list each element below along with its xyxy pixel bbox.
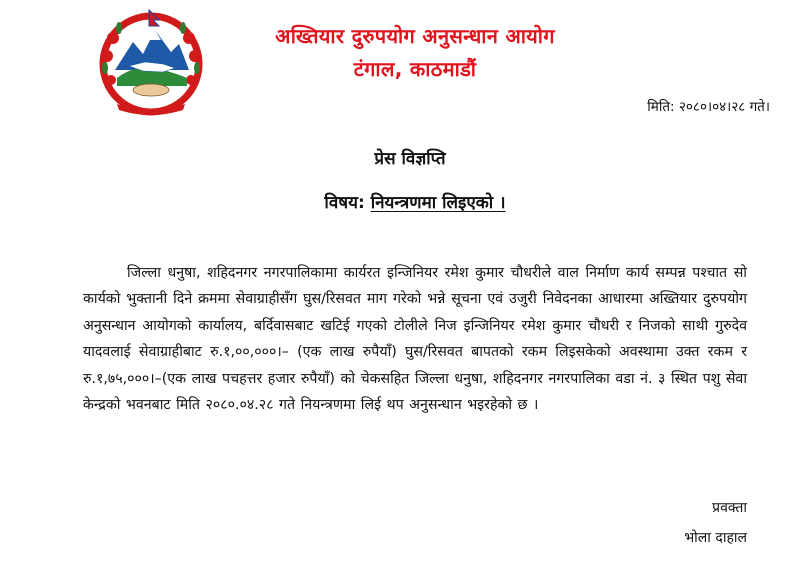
signatory-name: भोला दाहाल — [684, 530, 747, 546]
organization-name: अख्तियार दुरुपयोग अनुसन्धान आयोग — [275, 24, 555, 48]
notice-body: जिल्ला धनुषा, शहिदनगर नगरपालिकामा कार्यरत इन्जिनियर रमेश कुमार चौधरीले वाल निर्माण कार्य सम्पन्न पश्चात सो कार्यको भुक्तानी दिने क्रममा सेवाग्राहीसँग घुस/रिसवत माग गरेको भन्ने सूचना एवं उजुरी निवेदनका आधारमा अख्तियार दुरुपयोग अनुसन्धान आयोगको कार्यालय, बर्दिवासबाट खटिई गएको टोलीले निज इन्जिनियर रमेश कुमार चौधरी र निजको साथी गुरुदेव यादवलाई सेवाग्राहीबाट रु.१,००,०००।– (एक लाख रुपैयाँ) घुस/रिसवत बापतको रकम लिइसकेको अवस्थामा उक्त रकम र रु.१,७५,०००।–(एक लाख पचहत्तर हजार रुपैयाँ) को चेकसहित जिल्ला धनुषा, शहिदनगर नगरपालिका वडा नं. ३ स्थित पशु सेवा केन्द्रको भवनबाट मिति २०८०.०४.२८ गते नियन्त्रणमा लिई थप अनुसन्धान भइरहेको छ । — [83, 265, 747, 414]
issue-date: मिति: २०८०।०४।२८ गते। — [647, 99, 770, 115]
subject-text: नियन्त्रणमा लिइएको । — [370, 193, 506, 213]
subject-line — [22, 190, 786, 213]
signatory-role: प्रवक्ता — [712, 500, 747, 516]
document-title: प्रेस विज्ञप्ति — [374, 149, 446, 169]
subject-label: विषय: — [324, 193, 365, 213]
organization-address: टंगाल, काठमाडौं — [353, 57, 477, 81]
